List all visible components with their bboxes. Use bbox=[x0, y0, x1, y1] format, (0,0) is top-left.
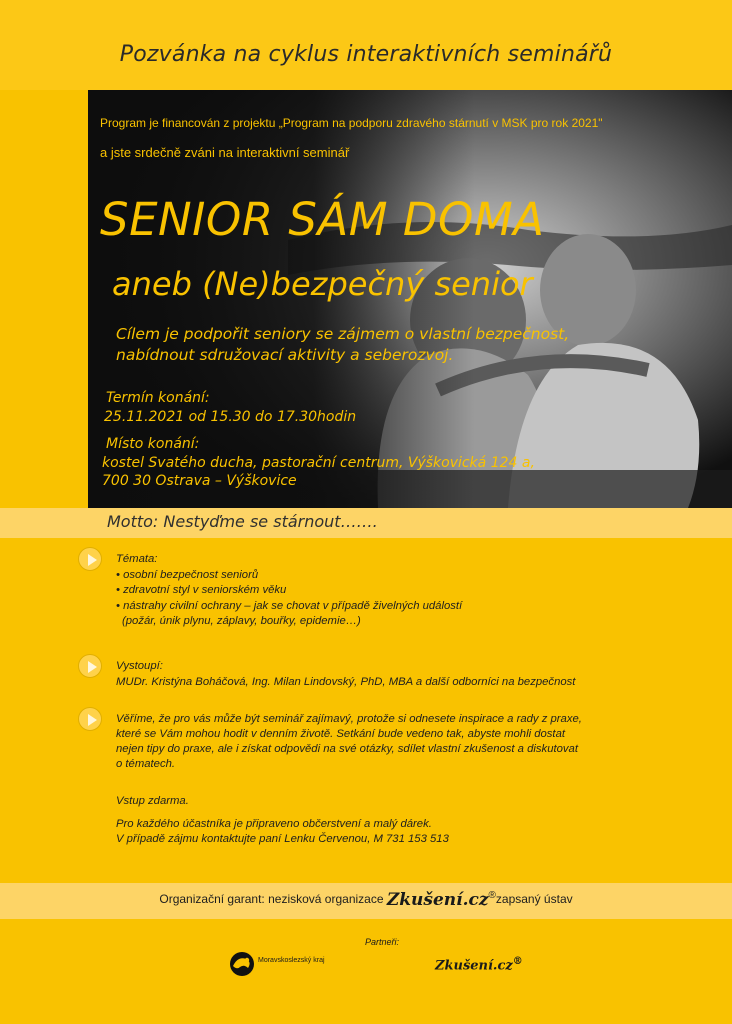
funding-note: Program je financován z projektu „Program na podporu zdravého stárnutí v MSK pro rok 2021" bbox=[100, 116, 603, 130]
contact-note: V případě zájmu kontaktujte paní Lenku Červenou, M 731 153 513 bbox=[116, 833, 449, 845]
registered-mark: ® bbox=[512, 956, 523, 967]
organizer-suffix: zapsaný ústav bbox=[495, 892, 573, 906]
venue-line: 700 30 Ostrava – Výškovice bbox=[102, 473, 297, 489]
about-line: Věříme, že pro vás může být seminář zajímavý, protože si odnesete inspirace a rady z praxe, bbox=[116, 713, 582, 725]
topic-item: • zdravotní styl v seniorském věku bbox=[116, 584, 287, 596]
seminar-title: SENIOR SÁM DOMA bbox=[100, 193, 545, 246]
registered-mark: ® bbox=[488, 890, 496, 901]
play-bullet-icon bbox=[78, 707, 102, 731]
topic-item: • nástrahy civilní ochrany – jak se chovat v případě živelných událostí bbox=[116, 599, 463, 612]
venue-label: Místo konání: bbox=[106, 436, 200, 452]
entry-note: Vstup zdarma. bbox=[116, 795, 189, 807]
goal-line: Cílem je podpořit seniory se zájmem o vlastní bezpečnost, bbox=[116, 325, 570, 343]
partner-zkuseni-name: Zkušení.cz bbox=[435, 958, 513, 974]
about-line: které se Vám mohou hodit v denním životě. Setkání bude vedeno tak, abyste mohli dostat bbox=[116, 728, 565, 740]
topic-item: • osobní bezpečnost seniorů bbox=[116, 568, 259, 581]
invite-text: a jste srdečně zváni na interaktivní seminář bbox=[100, 145, 350, 160]
about-line: o tématech. bbox=[116, 758, 176, 770]
date-label: Termín konání: bbox=[106, 390, 210, 406]
topics-label: Témata: bbox=[116, 553, 158, 565]
partners-label: Partneři: bbox=[365, 937, 400, 947]
goal-line: nabídnout sdružovací aktivity a seberozvoj. bbox=[116, 346, 454, 364]
topics-section bbox=[116, 552, 462, 630]
moravskoslezsky-kraj-logo-icon bbox=[228, 950, 256, 978]
organizer-line bbox=[0, 890, 732, 910]
seminar-subtitle: aneb (Ne)bezpečný senior bbox=[112, 265, 533, 303]
topic-item: (požár, únik plynu, záplavy, bouřky, epidemie…) bbox=[122, 615, 361, 627]
play-bullet-icon bbox=[78, 547, 102, 571]
play-bullet-icon bbox=[78, 654, 102, 678]
about-line: nejen tipy do praxe, ale i získat odpovědi na své otázky, sdílet vlastní zkušenost a diskutovat bbox=[116, 743, 578, 755]
page-title: Pozvánka na cyklus interaktivních seminářů bbox=[119, 42, 613, 67]
partner-zkuseni bbox=[435, 956, 523, 973]
gift-note: Pro každého účastníka je připraveno občerstvení a malý dárek. bbox=[116, 818, 432, 830]
venue-line: kostel Svatého ducha, pastorační centrum, Výškovická 124 a, bbox=[102, 455, 535, 471]
header-band bbox=[0, 0, 732, 90]
organizer-brand: Zkušení.cz bbox=[386, 890, 489, 910]
motto: Motto: Nestyďme se stárnout……. bbox=[107, 512, 378, 531]
about-section bbox=[116, 712, 582, 847]
seminar-goal bbox=[116, 324, 676, 366]
venue-value bbox=[102, 454, 622, 490]
date-value: 25.11.2021 od 15.30 do 17.30hodin bbox=[104, 409, 357, 425]
speakers-section bbox=[116, 659, 575, 690]
organizer-prefix: Organizační garant: nezisková organizace bbox=[159, 892, 387, 906]
partner-msk: Moravskoslezský kraj bbox=[258, 957, 325, 964]
speakers-label: Vystoupí: bbox=[116, 660, 163, 672]
hero-banner bbox=[88, 90, 732, 508]
speakers-value: MUDr. Kristýna Boháčová, Ing. Milan Lindovský, PhD, MBA a další odborníci na bezpečnost bbox=[116, 675, 576, 688]
